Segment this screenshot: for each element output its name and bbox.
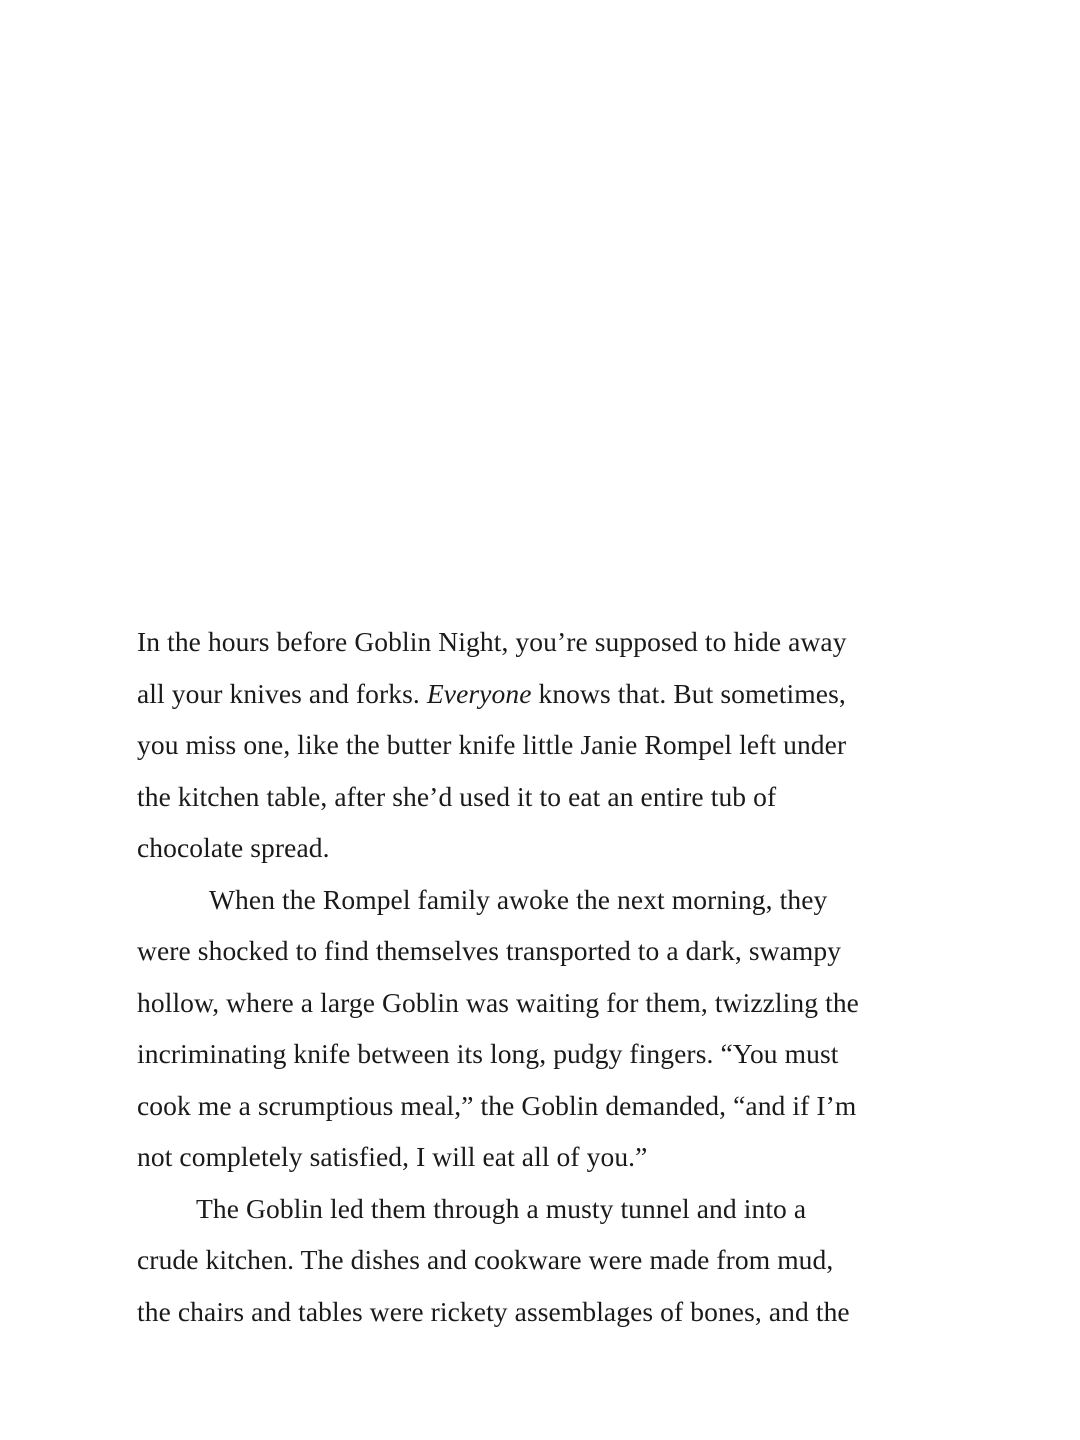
text-segment: all your knives and forks. xyxy=(137,677,427,709)
text-line: hollow, where a large Goblin was waiting for them, twizzling the xyxy=(137,986,859,1018)
text-line: incriminating knife between its long, pudgy fingers. “You must xyxy=(137,1038,839,1069)
text-line: In the hours before Goblin Night, you’re supposed to hide away xyxy=(137,626,847,657)
text-line xyxy=(137,668,937,720)
text-line: chocolate spread. xyxy=(137,832,330,863)
text-line: were shocked to find themselves transported to a dark, swampy xyxy=(137,935,842,966)
text-line: crude kitchen. The dishes and cookware were made from mud, xyxy=(137,1244,834,1275)
text-line: the chairs and tables were rickety assemblages of bones, and the xyxy=(137,1295,850,1327)
text-segment: knows that. But sometimes, xyxy=(531,677,846,709)
paragraph-1 xyxy=(137,616,937,874)
text-line: cook me a scrumptious meal,” the Goblin demanded, “and if I’m xyxy=(137,1089,857,1121)
emphasis-everyone: Everyone xyxy=(426,677,532,709)
text-line: When the Rompel family awoke the next morning, they xyxy=(209,883,828,915)
paragraph-2 xyxy=(137,874,937,1183)
text-line: you miss one, like the butter knife little Janie Rompel left under xyxy=(137,729,847,760)
text-line: The Goblin led them through a musty tunnel and into a xyxy=(196,1192,807,1224)
body-text xyxy=(137,616,937,1337)
text-line: not completely satisfied, I will eat all of you.” xyxy=(137,1141,648,1172)
paragraph-3 xyxy=(137,1183,937,1338)
text-line: the kitchen table, after she’d used it to eat an entire tub of xyxy=(137,780,777,812)
